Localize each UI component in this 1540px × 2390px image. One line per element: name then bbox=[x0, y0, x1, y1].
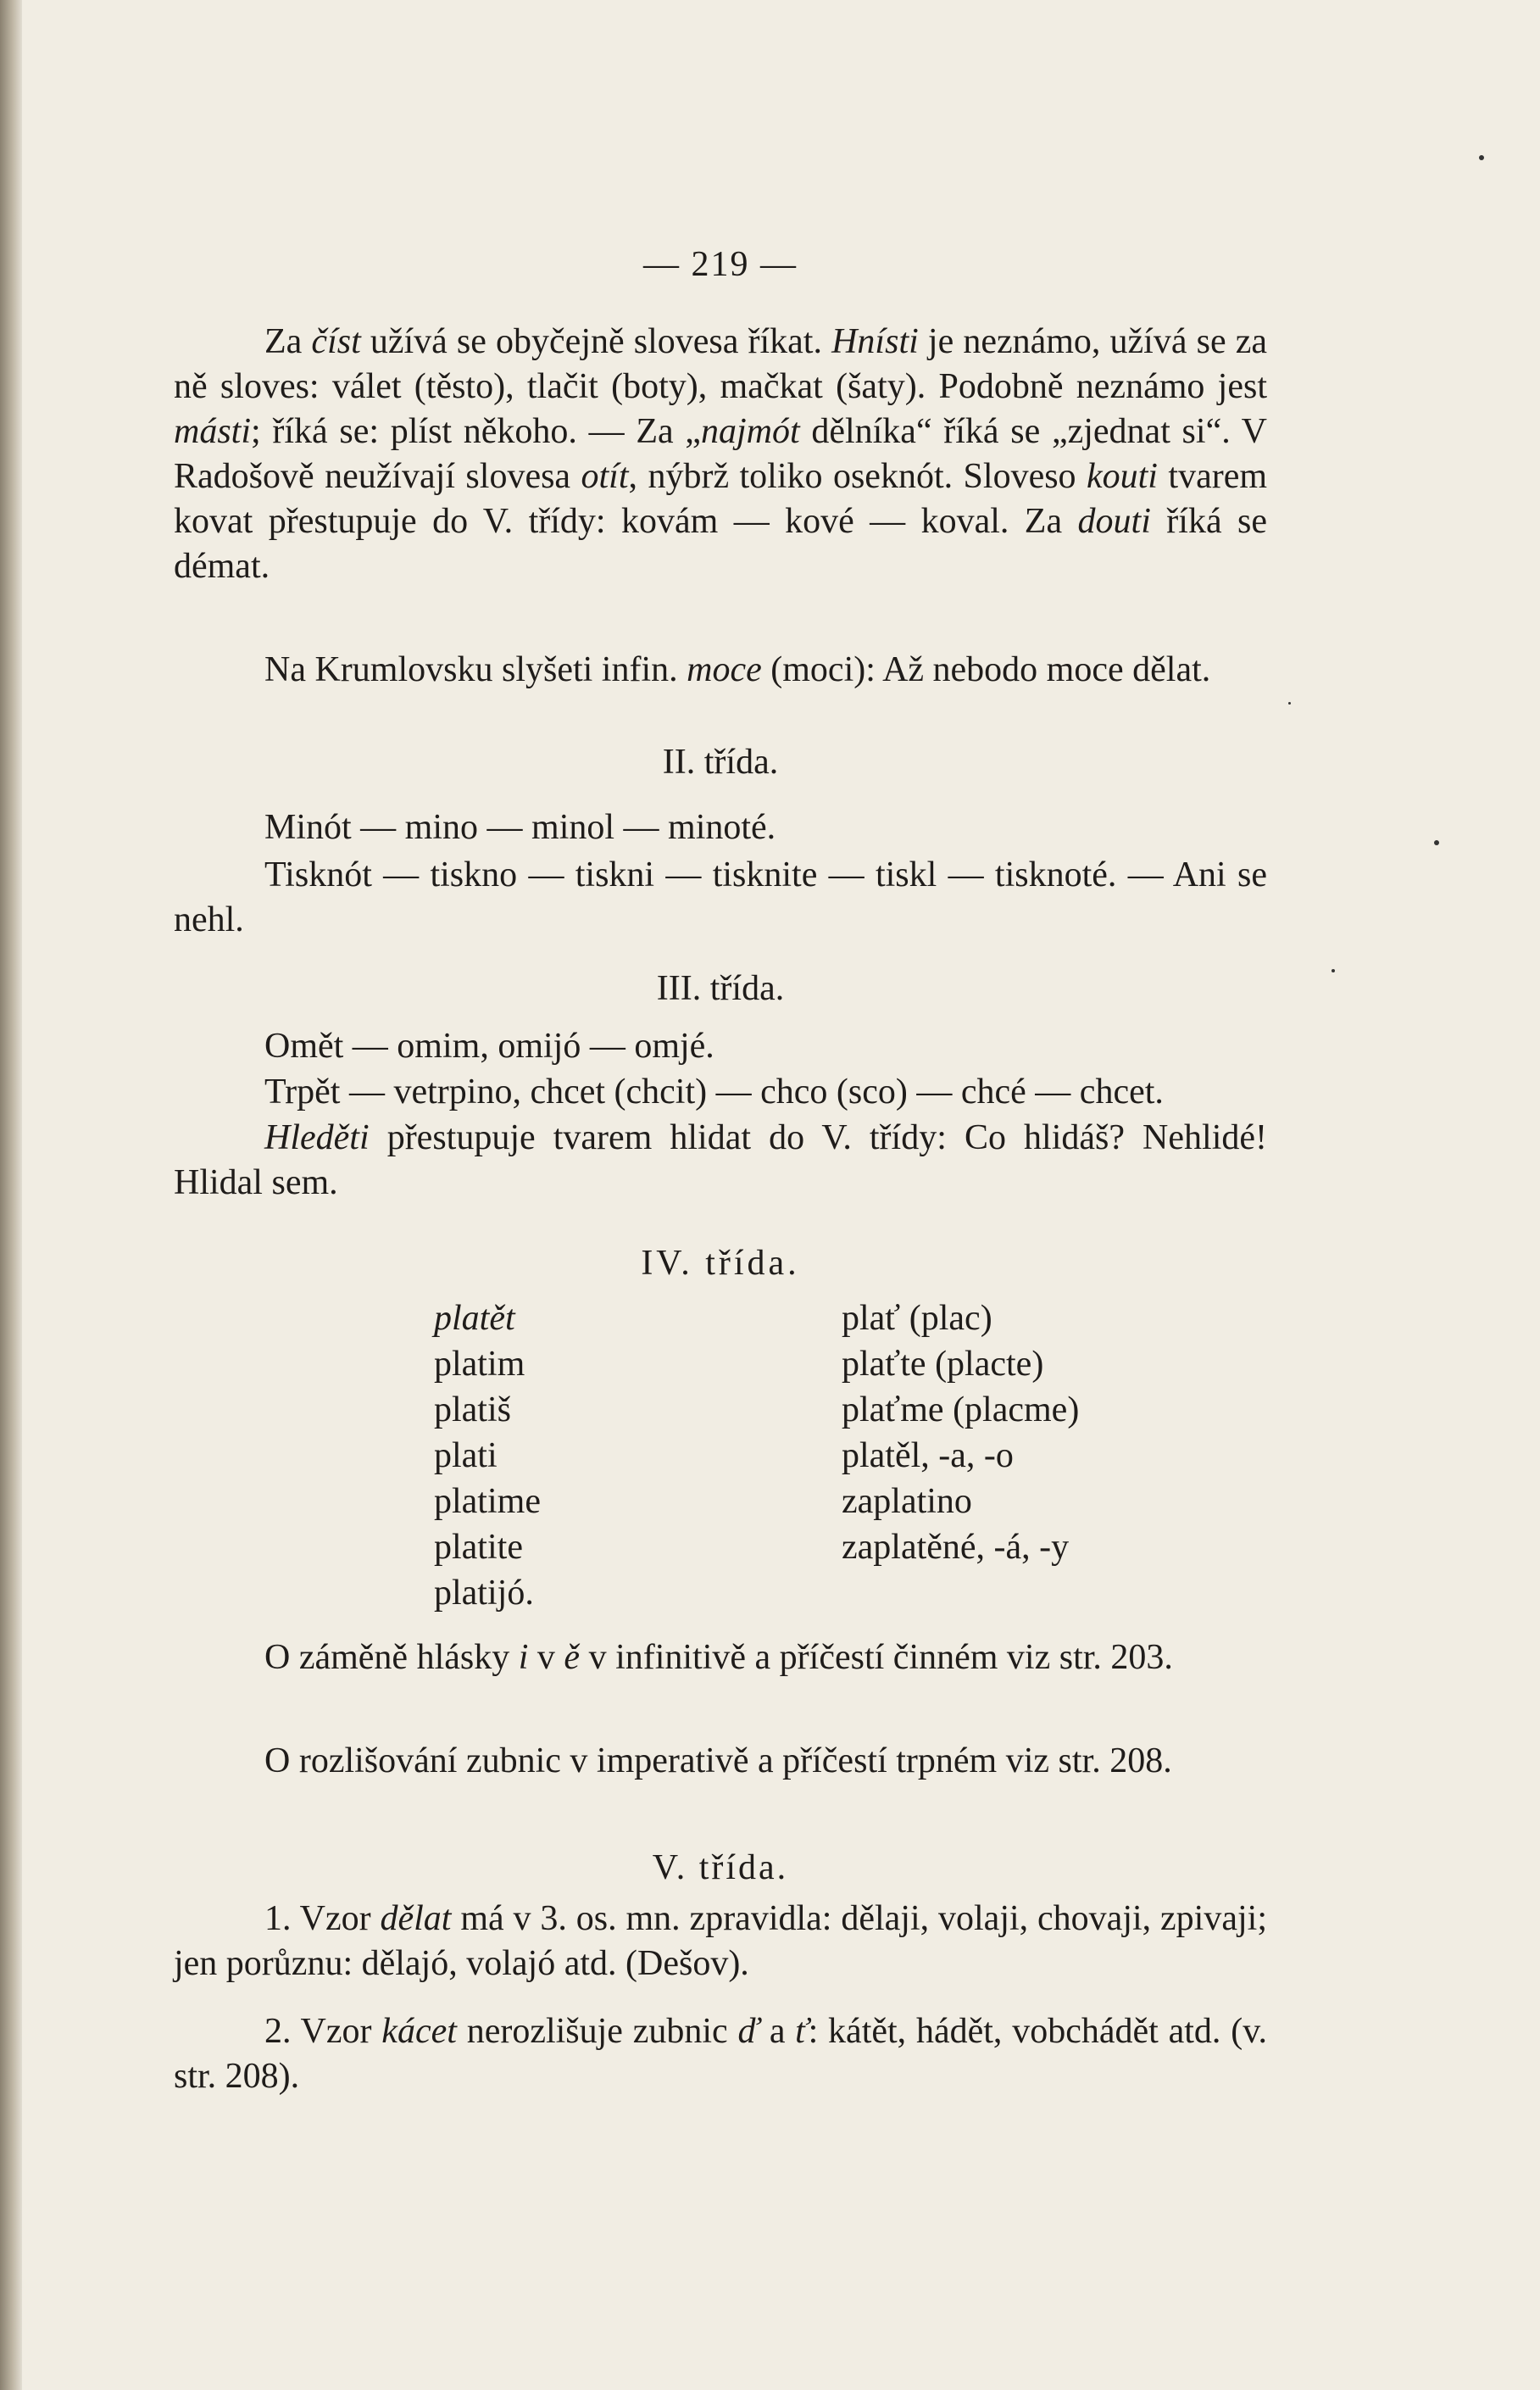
page-gutter bbox=[0, 0, 22, 2390]
paragraph-2: Na Krumlovsku slyšeti infin. moce (moci): Až nebodo moce dělat. bbox=[264, 650, 1211, 689]
line-omet: Omět — omim, omijó — omjé. bbox=[264, 1027, 714, 1066]
paragraph-4: Hleděti přestupuje tvarem hlidat do V. třídy: Co hlidáš? Nehlidé! Hlidal sem. bbox=[174, 1118, 1267, 1202]
conjugation-left-column bbox=[434, 1295, 541, 1616]
paragraph-8: 2. Vzor kácet nerozlišuje zubnic ď a ť: kátět, hádět, vobchádět atd. (v. str. 208). bbox=[174, 2012, 1267, 2096]
conjugation-form: zaplatino bbox=[842, 1482, 972, 1521]
paragraph-7: 1. Vzor dělat má v 3. os. mn. zpravidla: dělaji, volaji, chovaji, zpivaji; jen porůznu: dělajó, volajó atd. (Dešov). bbox=[174, 1899, 1268, 1983]
conjugation-form: platět bbox=[434, 1299, 515, 1338]
conjugation-form: platijó. bbox=[434, 1574, 534, 1613]
conjugation-form: platim bbox=[434, 1345, 525, 1384]
paper-speck bbox=[1332, 969, 1335, 972]
section-heading-ii: II. třída. bbox=[662, 743, 779, 782]
line-trpet: Trpět — vetrpino, chcet (chcit) — chco (sco) — chcé — chcet. bbox=[264, 1072, 1164, 1111]
conjugation-form: platiš bbox=[434, 1390, 511, 1429]
conjugation-form: zaplatěné, -á, -y bbox=[842, 1528, 1070, 1567]
paragraph-6: O rozlišování zubnic v imperativě a příčestí trpném viz str. 208. bbox=[264, 1741, 1172, 1780]
conjugation-form: plaťte (placte) bbox=[842, 1345, 1044, 1384]
paper-speck bbox=[1434, 840, 1439, 845]
conjugation-form: plaťme (placme) bbox=[842, 1390, 1080, 1429]
conjugation-form: platěl, -a, -o bbox=[842, 1436, 1014, 1475]
paragraph-1: Za číst užívá se obyčejně slovesa říkat. Hnísti je neznámo, užívá se za ně sloves: válet (těsto), tlačit (boty), mačkat (šaty). Podobně neznámo jest másti; říká se: plíst někoho. — Za „najmót dělníka“ říká se „zjednat si“. V Radošově neužívají slovesa otít, nýbrž toliko oseknót. Sloveso kouti tvarem kovat přestupuje do V. třídy: kovám — kové — koval. Za douti říká se démat. bbox=[174, 322, 1268, 586]
conjugation-form: platime bbox=[434, 1482, 541, 1521]
page-number: — 219 — bbox=[643, 245, 798, 284]
conjugation-form: plať (plac) bbox=[842, 1299, 992, 1338]
paragraph-3: Tisknót — tiskno — tiskni — tisknite — tiskl — tisknoté. — Ani se nehl. bbox=[174, 855, 1267, 939]
section-heading-v: V. třída. bbox=[652, 1848, 789, 1887]
section-heading-iii: III. třída. bbox=[656, 969, 785, 1008]
paragraph-5: O záměně hlásky i v ě v infinitivě a příčestí činném viz str. 203. bbox=[264, 1638, 1173, 1677]
line-minot: Minót — mino — minol — minoté. bbox=[264, 808, 776, 847]
paper-speck bbox=[1288, 702, 1291, 705]
conjugation-form: platite bbox=[434, 1528, 523, 1567]
conjugation-right-column bbox=[842, 1295, 1079, 1570]
section-heading-iv: IV. třída. bbox=[641, 1244, 800, 1283]
paper-speck bbox=[1479, 155, 1484, 160]
conjugation-form: plati bbox=[434, 1436, 498, 1475]
